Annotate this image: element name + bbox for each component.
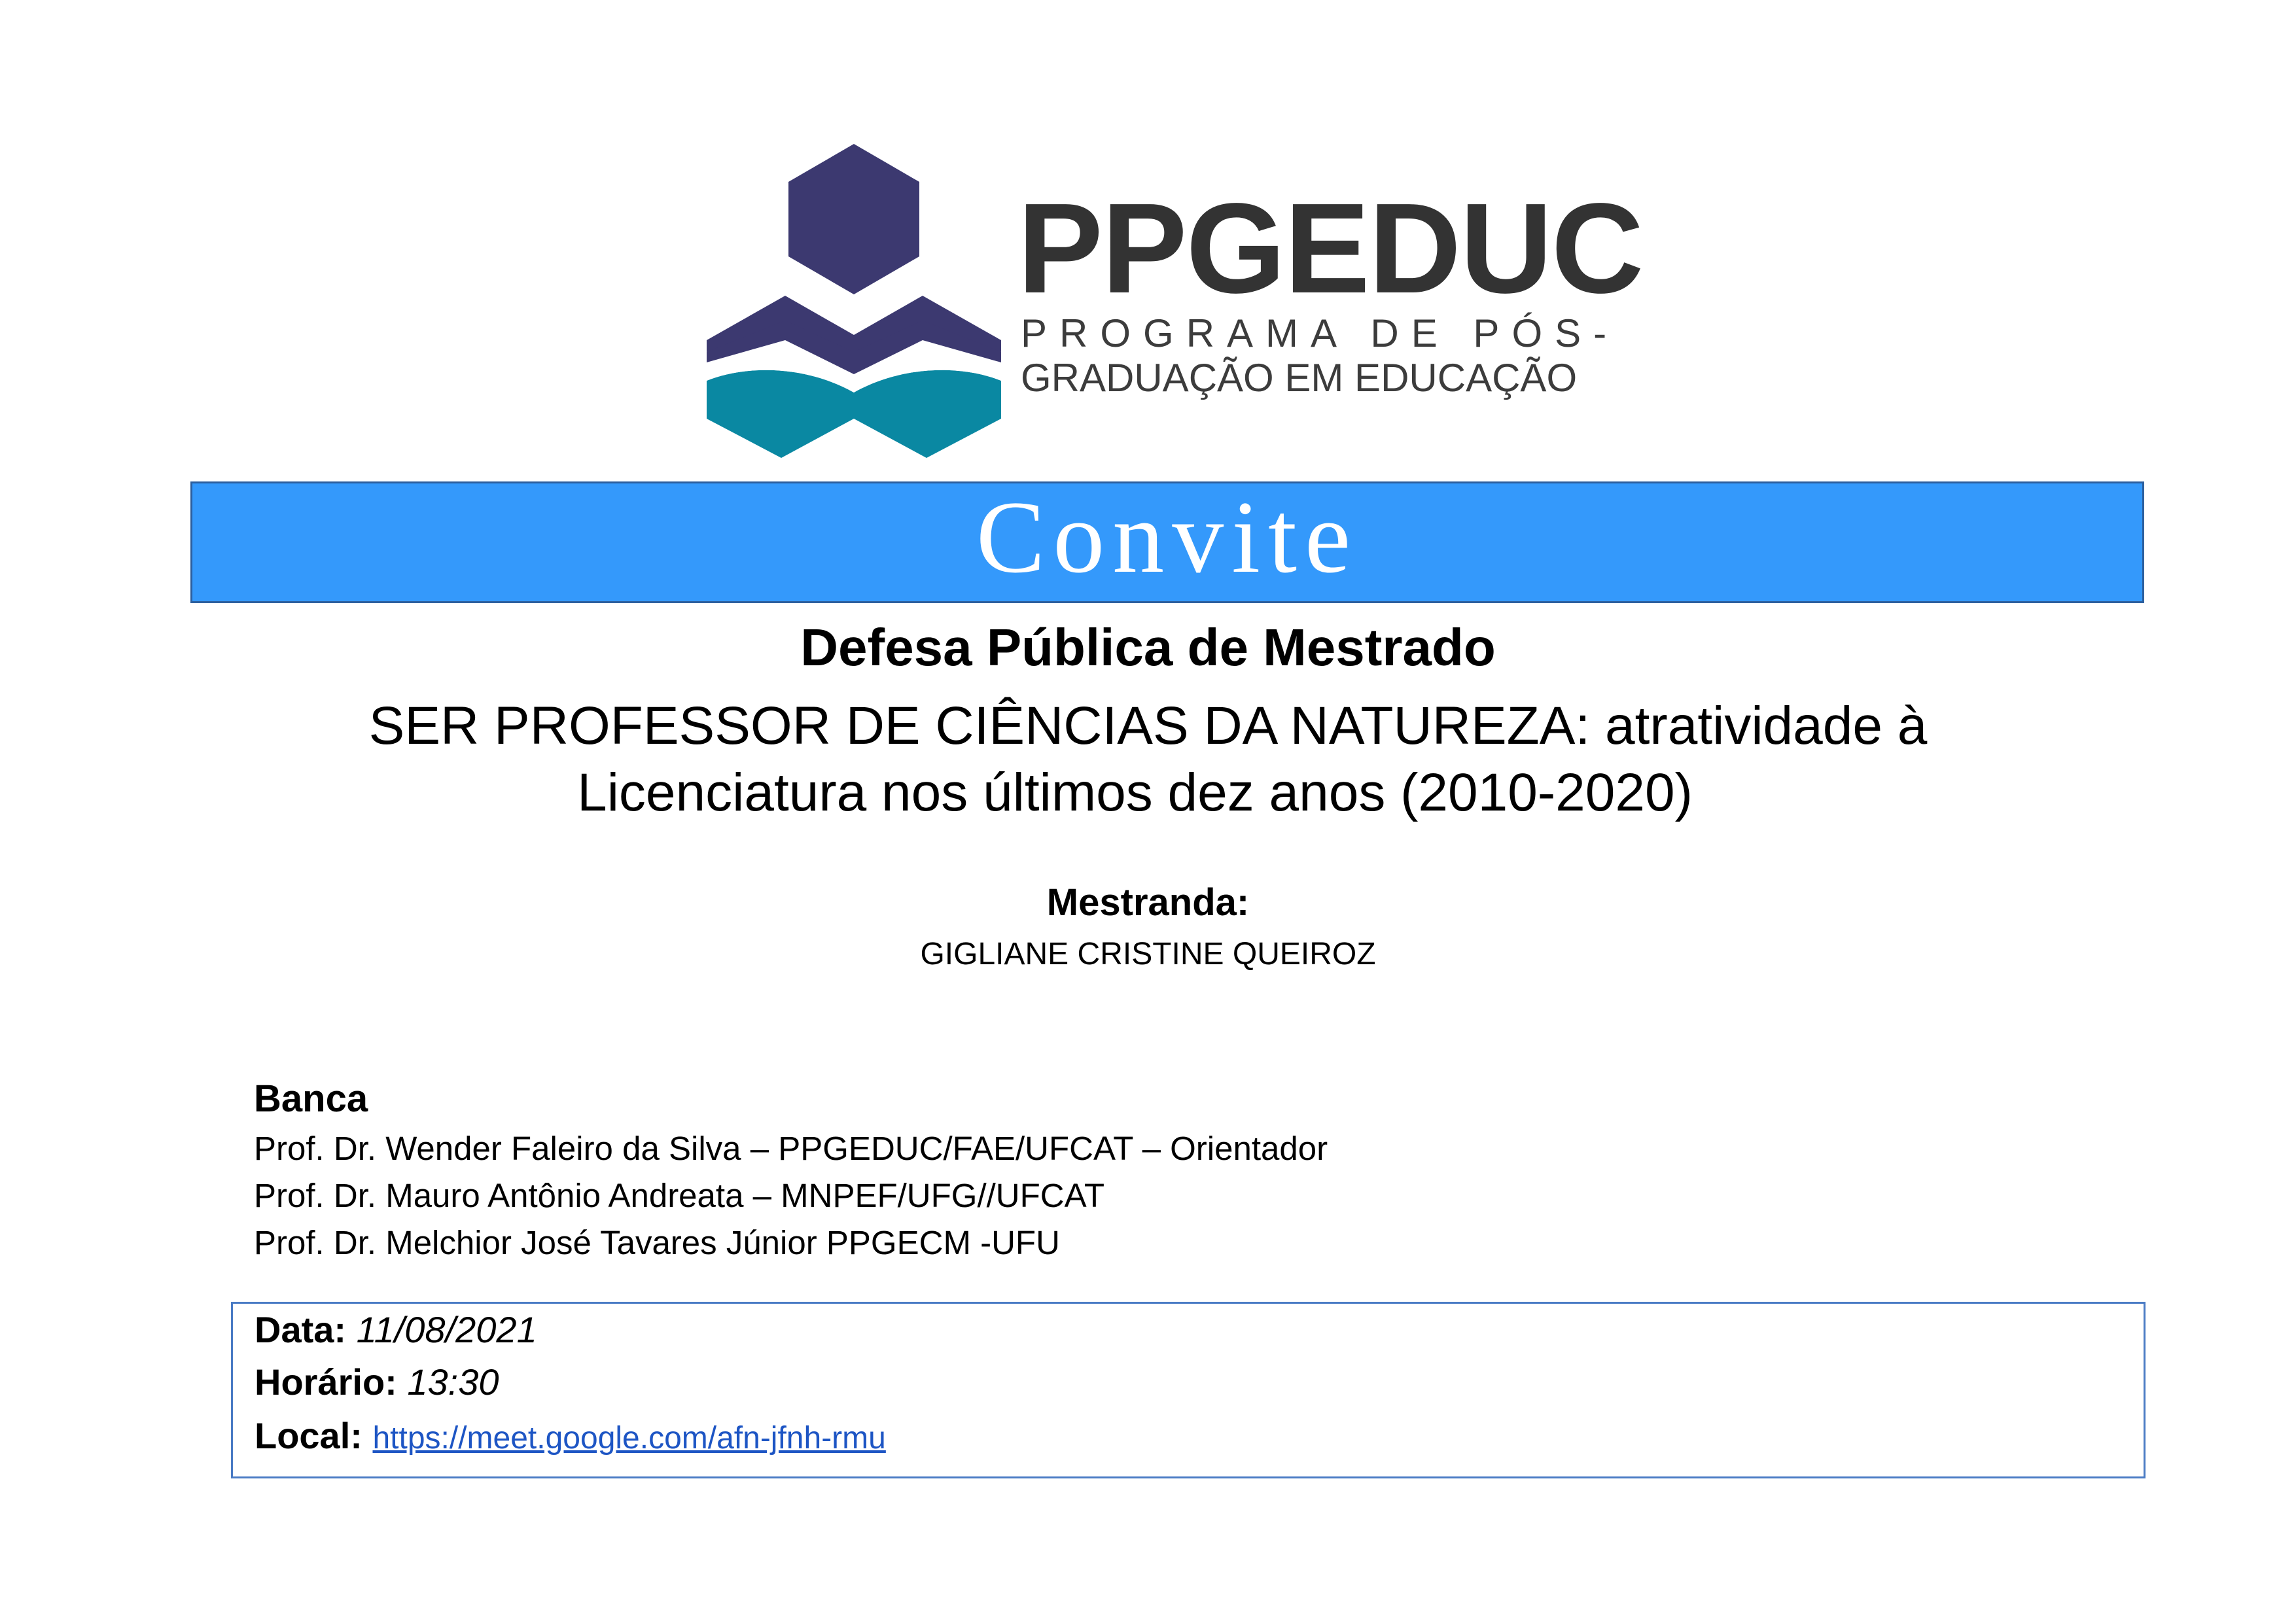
banner-title: Convite <box>976 480 1359 595</box>
committee-title: Banca <box>254 1077 368 1120</box>
time-label: Horário: <box>255 1361 397 1403</box>
open-book-logo-icon <box>707 144 1001 458</box>
ppgeduc-logo <box>680 124 1643 471</box>
thesis-title-line1: SER PROFESSOR DE CIÊNCIAS DA NATUREZA: atratividade à <box>368 696 1928 756</box>
date-row <box>255 1304 537 1356</box>
place-row <box>255 1410 886 1465</box>
date-label: Data: <box>255 1309 347 1350</box>
logo-brand-text: PPGEDUC <box>1017 177 1643 320</box>
thesis-title-line2: Licenciatura nos últimos dez anos (2010-2020) <box>577 763 1693 822</box>
candidate-label: Mestranda: <box>1046 881 1250 924</box>
committee-section <box>254 1073 1328 1266</box>
invite-banner <box>190 481 2144 603</box>
event-details-box <box>231 1302 2146 1478</box>
committee-member: Prof. Dr. Melchior José Tavares Júnior PPGECM -UFU <box>254 1224 1060 1261</box>
logo-subtitle-line2: GRADUAÇÃO EM EDUCAÇÃO <box>1021 356 1578 400</box>
meet-link[interactable]: https://meet.google.com/afn-jfnh-rmu <box>372 1421 886 1456</box>
committee-member: Prof. Dr. Mauro Antônio Andreata – MNPEF/UFG//UFCAT <box>254 1177 1105 1214</box>
logo-subtitle-line1: PROGRAMA DE PÓS- <box>1021 311 1619 355</box>
time-value: 13:30 <box>407 1361 499 1403</box>
place-label: Local: <box>255 1415 362 1456</box>
committee-member: Prof. Dr. Wender Faleiro da Silva – PPGEDUC/FAE/UFCAT – Orientador <box>254 1130 1328 1167</box>
date-value: 11/08/2021 <box>356 1309 537 1350</box>
time-row <box>255 1356 499 1408</box>
event-title: Defesa Pública de Mestrado <box>800 618 1496 676</box>
candidate-name: GIGLIANE CRISTINE QUEIROZ <box>920 937 1376 971</box>
